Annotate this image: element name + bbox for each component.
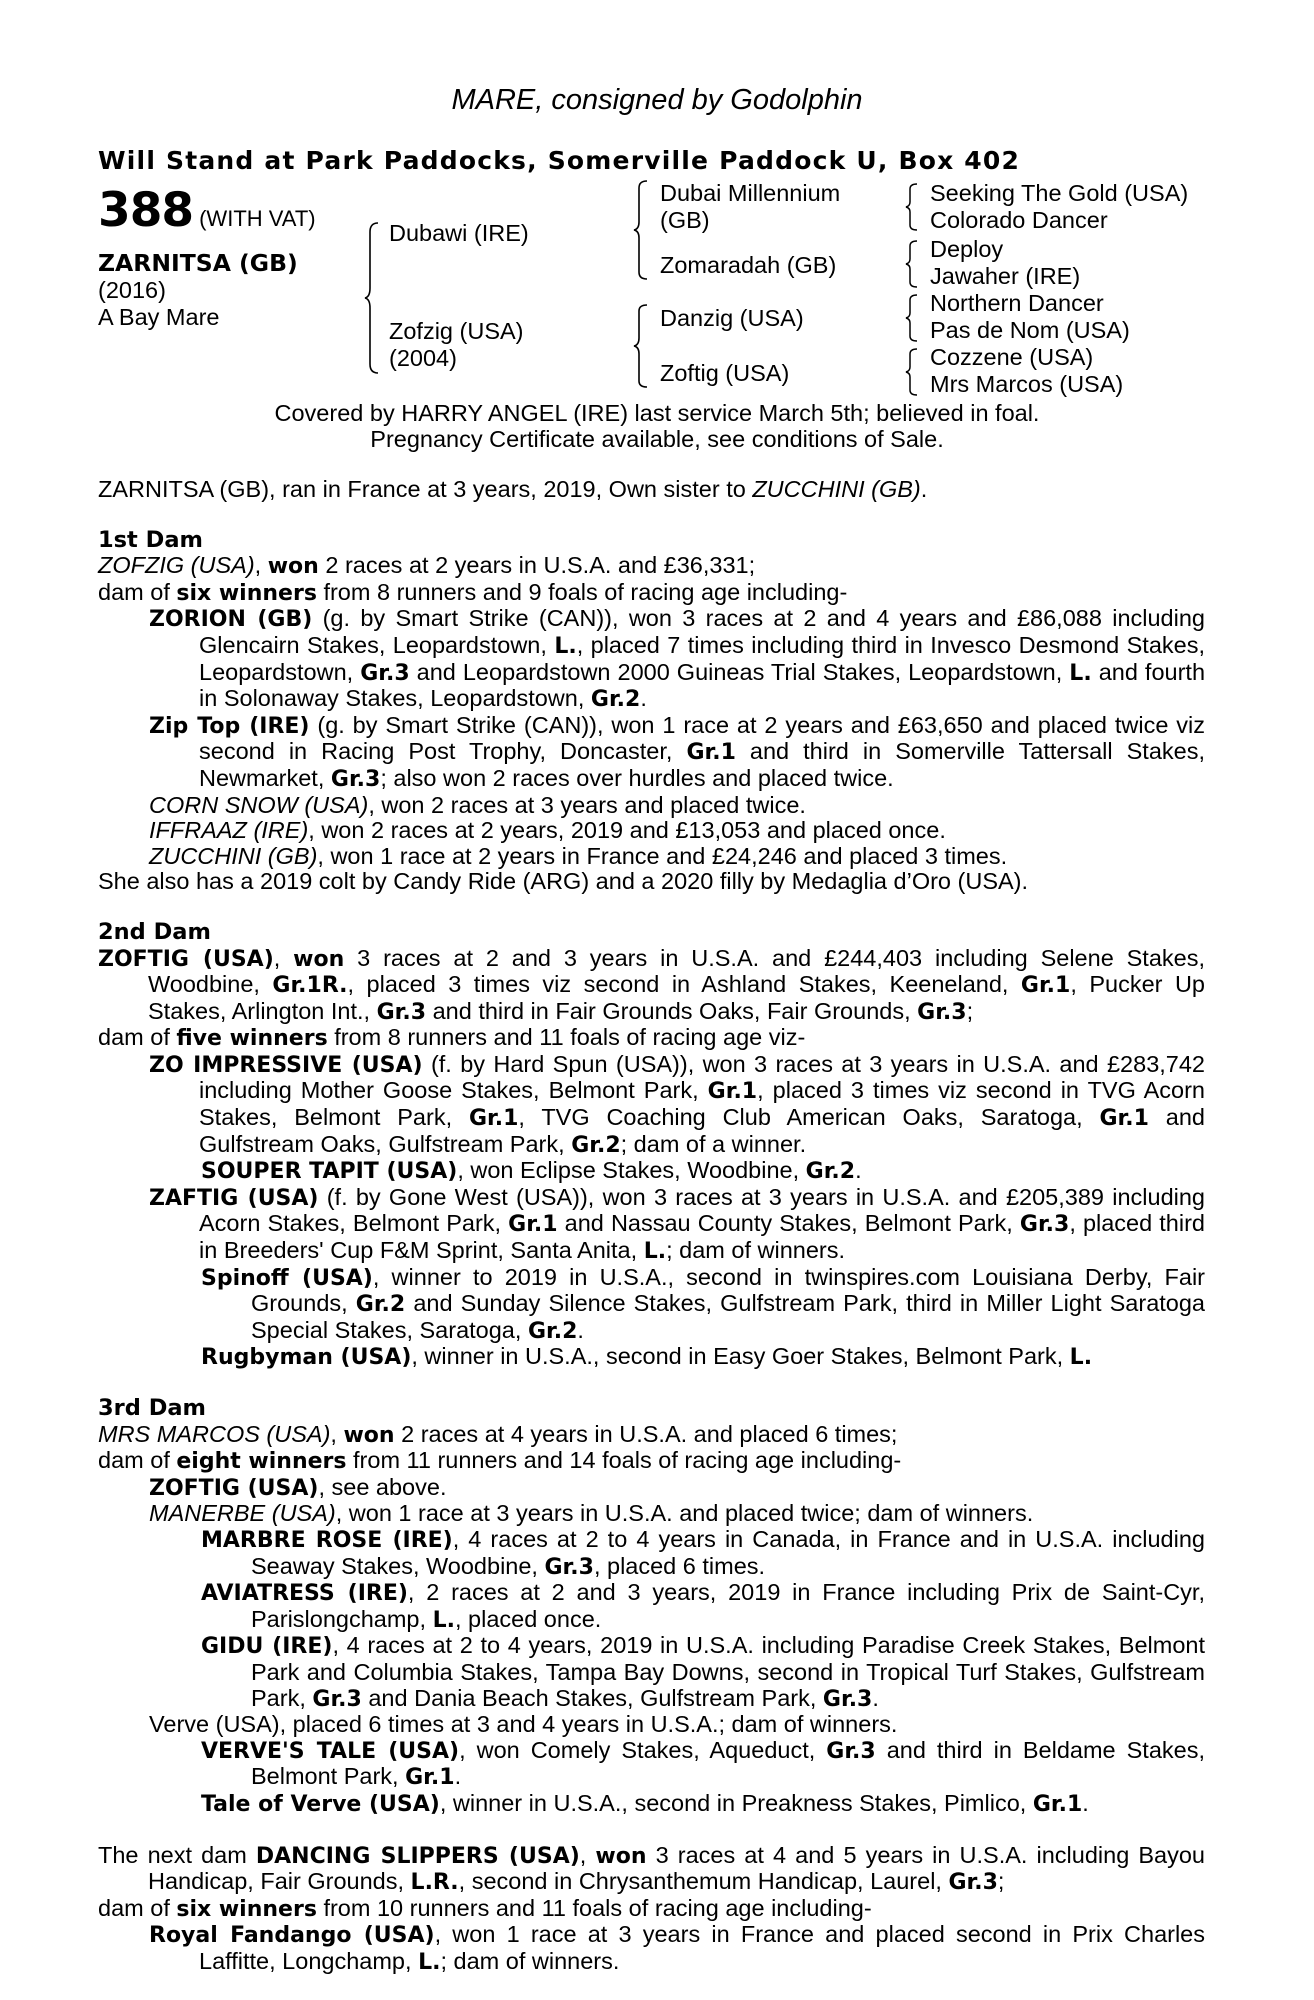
list-item: MARBRE ROSE (IRE), 4 races at 2 to 4 years in Canada, in France and in U.S.A. including Seaway Stakes, Woodbine, Gr.3, placed 6 times.: [201, 1525, 1205, 1580]
pedigree-ddd: Mrs Marcos (USA): [930, 371, 1124, 397]
section-heading: 1st Dam: [98, 526, 203, 553]
dam-of-line: dam of five winners from 8 runners and 11 foals of racing age viz-: [98, 1024, 806, 1052]
consignment-heading: MARE, consigned by Godolphin: [451, 84, 863, 116]
pedigree-sdd: Jawaher (IRE): [930, 263, 1081, 289]
list-item: ZAFTIG (USA) (f. by Gone West (USA)), won 3 races at 3 years in U.S.A. and £205,389 including Acorn Stakes, Belmont Park, Gr.1 and Nassau County Stakes, Belmont Park, Gr.3, placed third in Breeders' Cup F&M Sprint, Santa Anita, L.; dam of winners.: [149, 1183, 1206, 1265]
list-item: SOUPER TAPIT (USA), won Eclipse Stakes, Woodbine, Gr.2.: [201, 1157, 862, 1185]
dam-of-line: dam of six winners from 8 runners and 9 foals of racing age including-: [98, 578, 848, 606]
list-item: Tale of Verve (USA), winner in U.S.A., second in Preakness Stakes, Pimlico, Gr.1.: [201, 1789, 1089, 1817]
pedigree-sire-sire: Dubai Millennium: [660, 180, 841, 206]
lot-number: 388: [98, 183, 194, 238]
list-item: ZO IMPRESSIVE (USA) (f. by Hard Spun (USA)), won 3 races at 3 years in U.S.A. and £283,742 including Mother Goose Stakes, Belmont Park, Gr.1, placed 3 times viz second in TVG Acorn Stakes, Belmont Park, Gr.1, TVG Coaching Club American Oaks, Saratoga, Gr.1 and Gulfstream Oaks, Gulfstream Park, Gr.2; dam of a winner.: [149, 1050, 1205, 1158]
horse-year: (2016): [98, 277, 166, 303]
list-item: Zip Top (IRE) (g. by Smart Strike (CAN)), won 1 race at 2 years and £63,650 and placed twice viz second in Racing Post Trophy, Doncaster, Gr.1 and third in Somerville Tattersall Stakes, Newmarket, Gr.3; also won 2 races over hurdles and placed twice.: [149, 711, 1205, 792]
second-dam-section: [98, 920, 1205, 1371]
pedigree-sds: Deploy: [930, 236, 1004, 262]
horse-description: A Bay Mare: [98, 304, 220, 330]
section-heading: 2nd Dam: [98, 918, 211, 945]
dam-line: ZOFTIG (USA), won 3 races at 2 and 3 years in U.S.A. and £244,403 including Selene Stakes, Woodbine, Gr.1R., placed 3 times viz second in Ashland Stakes, Keeneland, Gr.1, Pucker Up Stakes, Arlington Int., Gr.3 and third in Fair Grounds Oaks, Fair Grounds, Gr.3;: [98, 944, 1205, 1025]
covered-note: [0, 400, 1314, 452]
list-item: Verve (USA), placed 6 times at 3 and 4 years in U.S.A.; dam of winners.: [149, 1711, 898, 1738]
pedigree-dam: Zofzig (USA): [389, 318, 524, 344]
pedigree-bracket-sd: [905, 240, 919, 288]
pedigree-dds: Cozzene (USA): [930, 344, 1094, 370]
pedigree-dam-sire: Danzig (USA): [660, 305, 804, 331]
pedigree-dss: Northern Dancer: [930, 290, 1104, 316]
stand-location: Will Stand at Park Paddocks, Somerville Paddock U, Box 402: [98, 146, 1021, 175]
pedigree-bracket-dd: [905, 348, 919, 396]
dam-line: MRS MARCOS (USA), won 2 races at 4 years in U.S.A. and placed 6 times;: [98, 1420, 898, 1448]
foals-note: She also has a 2019 colt by Candy Ride (ARG) and a 2020 filly by Medaglia d’Oro (USA).: [98, 868, 1029, 895]
pedigree-ssd: Colorado Dancer: [930, 207, 1108, 233]
dam-of-line: dam of eight winners from 11 runners and 14 foals of racing age including-: [98, 1447, 902, 1475]
lot-number-block: [98, 183, 316, 238]
list-item: CORN SNOW (USA), won 2 races at 3 years and placed twice.: [149, 791, 806, 818]
dam-of-line: dam of six winners from 10 runners and 11 foals of racing age including-: [98, 1894, 872, 1922]
list-item: AVIATRESS (IRE), 2 races at 2 and 3 years, 2019 in France including Prix de Saint-Cyr, Parislongchamp, L., placed once.: [201, 1579, 1205, 1633]
pregnancy-line: Pregnancy Certificate available, see conditions of Sale.: [370, 426, 944, 452]
pedigree-sire-dam: Zomaradah (GB): [660, 252, 837, 278]
section-heading: 3rd Dam: [98, 1395, 206, 1421]
dam-line: The next dam DANCING SLIPPERS (USA), won 3 races at 4 and 5 years in U.S.A. including Bayou Handicap, Fair Grounds, L.R., second in Chrysanthemum Handicap, Laurel, Gr.3;: [98, 1841, 1205, 1896]
pedigree-bracket-sire: [633, 180, 649, 280]
list-item: ZUCCHINI (GB), won 1 race at 2 years in France and £24,246 and placed 3 times.: [149, 842, 1008, 869]
pedigree-bracket-main: [364, 222, 380, 374]
pedigree-bracket-ds: [905, 294, 919, 342]
list-item: Rugbyman (USA), winner in U.S.A., second in Easy Goer Stakes, Belmont Park, L.: [201, 1343, 1093, 1371]
intro-line: ZARNITSA (GB), ran in France at 3 years, 2019, Own sister to ZUCCHINI (GB).: [98, 476, 928, 502]
list-item: MANERBE (USA), won 1 race at 3 years in U.S.A. and placed twice; dam of winners.: [149, 1500, 1034, 1527]
list-item: VERVE'S TALE (USA), won Comely Stakes, Aqueduct, Gr.3 and third in Beldame Stakes, Belmont Park, Gr.1.: [201, 1736, 1205, 1791]
list-item: IFFRAAZ (IRE), won 2 races at 2 years, 2019 and £13,053 and placed once.: [149, 817, 946, 844]
list-item: ZORION (GB) (g. by Smart Strike (CAN)), won 3 races at 2 and 4 years and £86,088 including Glencairn Stakes, Leopardstown, L., placed 7 times including third in Invesco Desmond Stakes, Leopardstown, Gr.3 and Leopardstown 2000 Guineas Trial Stakes, Leopardstown, L. and fourth in Solonaway Stakes, Leopardstown, Gr.2.: [149, 605, 1206, 713]
list-item: Spinoff (USA), winner to 2019 in U.S.A., second in twinspires.com Louisiana Derby, Fair Grounds, Gr.2 and Sunday Silence Stakes, Gulfstream Park, third in Miller Light Saratoga Special Stakes, Saratoga, Gr.2.: [201, 1263, 1205, 1344]
pedigree-bracket-dam: [633, 304, 649, 388]
dam-line: ZOFZIG (USA), won 2 races at 2 years in U.S.A. and £36,331;: [98, 552, 756, 580]
pedigree-sire-sire-country: (GB): [660, 207, 710, 233]
produce-record: [98, 477, 1205, 1975]
pedigree-dsd: Pas de Nom (USA): [930, 317, 1130, 343]
pedigree-sire: Dubawi (IRE): [389, 220, 529, 246]
next-dam-section: [98, 1843, 1205, 1976]
pedigree-bracket-ss: [905, 183, 919, 231]
covered-line: Covered by HARRY ANGEL (IRE) last service March 5th; believed in foal.: [274, 400, 1040, 426]
pedigree-sss: Seeking The Gold (USA): [930, 180, 1189, 206]
third-dam-section: [98, 1396, 1205, 1818]
list-item: ZOFTIG (USA), see above.: [149, 1473, 447, 1501]
pedigree-dam-year: (2004): [389, 345, 457, 371]
first-dam-section: [98, 528, 1205, 895]
list-item: GIDU (IRE), 4 races at 2 to 4 years, 2019 in U.S.A. including Paradise Creek Stakes, Belmont Park and Columbia Stakes, Tampa Bay Downs, second in Tropical Turf Stakes, Gulfstream Park, Gr.3 and Dania Beach Stakes, Gulfstream Park, Gr.3.: [201, 1632, 1205, 1712]
vat-note: (WITH VAT): [199, 206, 316, 231]
list-item: Royal Fandango (USA), won 1 race at 3 years in France and placed second in Prix Charles Laffitte, Longchamp, L.; dam of winners.: [149, 1921, 1205, 1975]
pedigree-dam-dam: Zoftig (USA): [660, 360, 790, 386]
horse-name: ZARNITSA (GB): [98, 249, 298, 277]
